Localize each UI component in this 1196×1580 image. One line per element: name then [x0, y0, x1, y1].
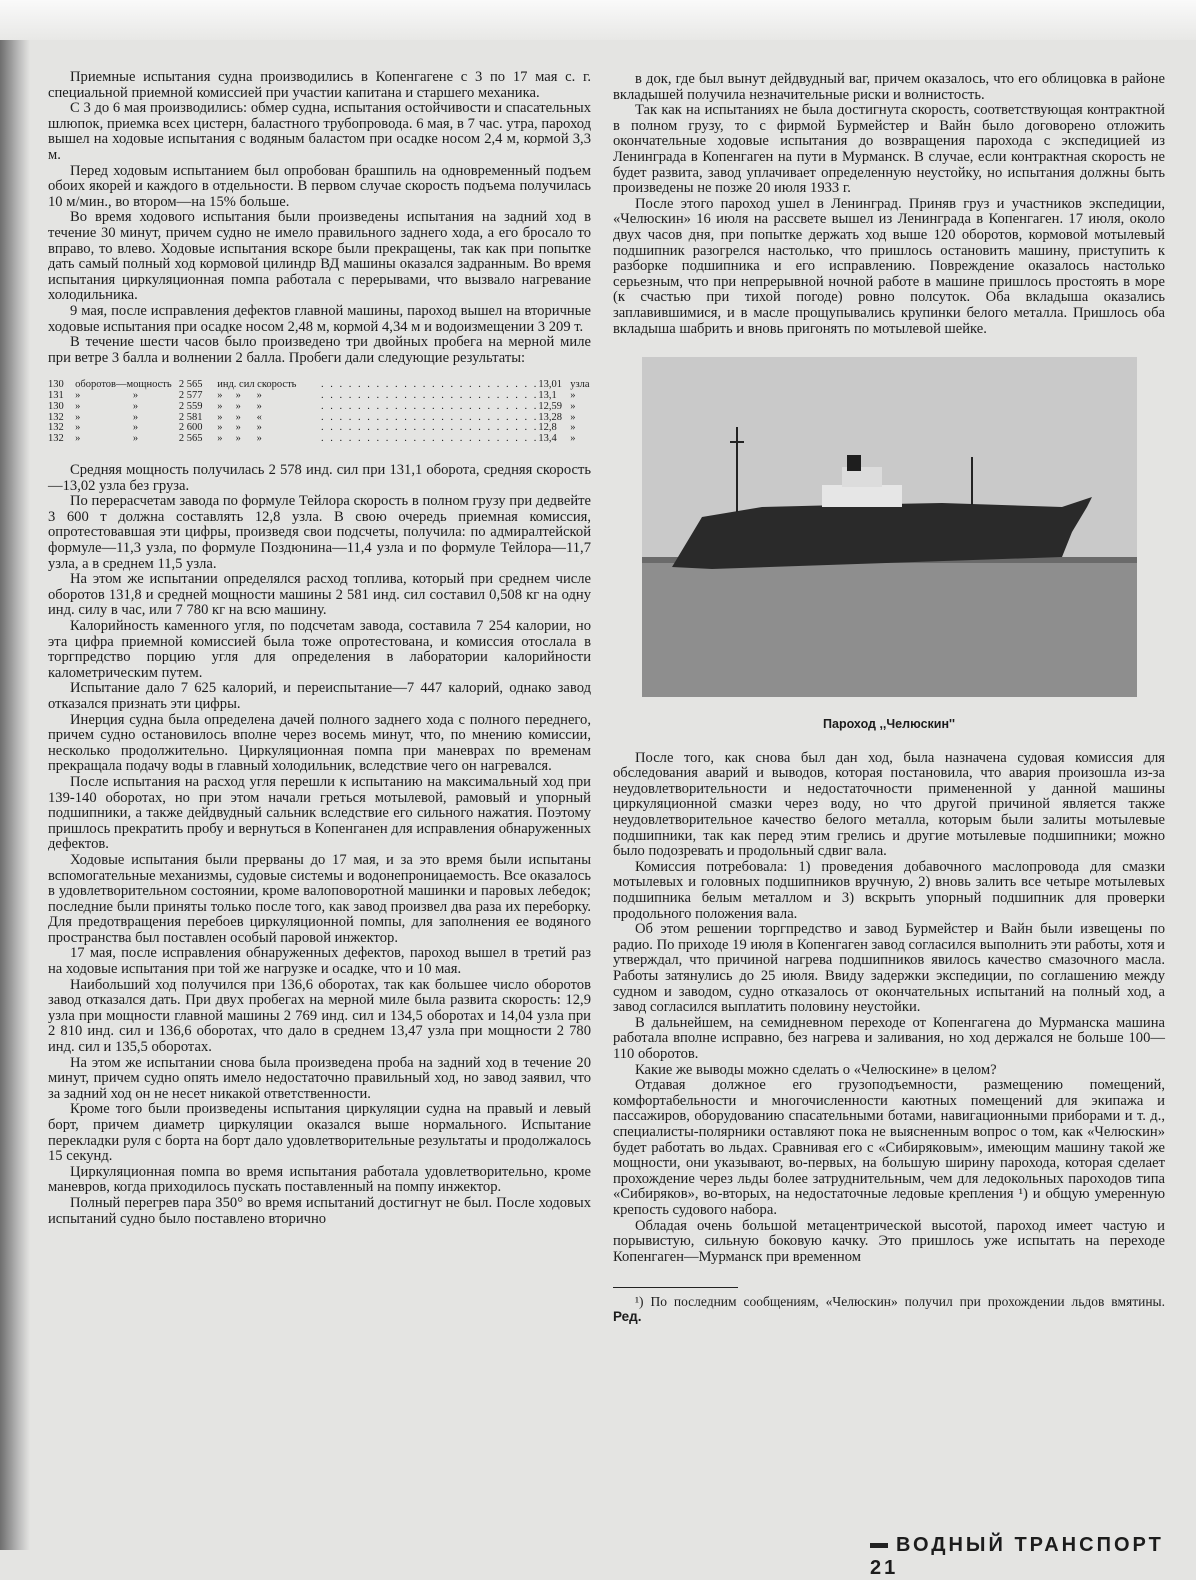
cell-speed: 12,59: [538, 400, 562, 412]
paragraph: На этом же испытании снова была произведена проба на задний ход в течение 20 минут, причем судно опять имело недостаточно правильный ход, но завод заявил, что за задний ход он не несет никакой ответственности.: [48, 1054, 591, 1102]
leader-dots: . . . . . . . . . . . . . . . . . . . . . . . .: [320, 400, 539, 412]
cell-power-unit: инд. сил скорость: [217, 379, 297, 391]
cell-rpm-unit: » »: [75, 411, 139, 423]
paragraph: В дальнейшем, на семидневном переходе от Копенгагена до Мурманска машина работала вполне исправно, без нагрева и заливания, но ход держался не больше 100—110 оборотов.: [613, 1014, 1165, 1062]
leader-dots: . . . . . . . . . . . . . . . . . . . . . . . .: [320, 379, 539, 391]
cell-rpm-unit: » »: [75, 400, 139, 412]
cell-speed: 13,28: [538, 411, 562, 423]
paragraph: Комиссия потребовала: 1) проведения добавочного маслопровода для смазки мотылевых и головных подшипников вручную, 2) вновь залить все четыре мотылевых подшипника белым металлом и 3) вскрыть упорный подшипник для проверки продольного положения вала.: [613, 858, 1165, 922]
cell-speed-unit: »: [570, 400, 576, 412]
paragraph: На этом же испытании определялся расход топлива, который при среднем числе оборотов 131,8 и средней мощности машины 2 581 инд. сил составил 0,508 кг на одну инд. силу в час, или 7 780 кг на всю машину.: [48, 571, 591, 619]
cell-rpm: 130: [48, 379, 64, 391]
paragraph: После этого пароход ушел в Ленинград. Приняв груз и участников экспедиции, «Челюскин» 16 июля на рассвете вышел из Ленинграда в Копенгаген. 17 июля, около двух часов дня, при попытке держать ход выше 120 оборотов, кормовой мотылевый подшипник разогрелся настолько, что пришлось остановить машину, приступить к разборке подшипника и его исправлению. Повреждение оказалось настолько серьезным, что при непрерывной ночной работе в машине пришлось простоять в море (к счастью при тихой погоде) ровно полсуток. Оба вкладыша оказались заплавившимися, и в масле прощупывались крупинки белого металла. Пришлось оба вкладыша шабрить и вновь пригонять по мотылевой шейке.: [613, 195, 1165, 337]
paragraph: Так как на испытаниях не была достигнута скорость, соответствующая контрактной в полном грузу, то с фирмой Бурмейстер и Вайн было договорено отложить окончательные ходовые испытания до возвращения парохода с экспедицией из Ленинграда в Копенгаген на пути в Мурманск. В случае, если контрактная скорость не будет развита, завод уплачивает определенную неустойку, но испытания должны быть произведены не позже 20 июля 1933 г.: [613, 102, 1165, 197]
paragraphs-after-table: [48, 463, 591, 1227]
paragraph: После того, как снова был дан ход, была назначена судовая комиссия для обследования аварий и выводов, которая постановила, что авария произошла из-за неудовлетворительности и недостаточности примененной у данной машины циркуляционной смазки через воду, но что другой причиной является также неудовлетворительное качество белого металла, которым были залиты мотылевые подшипники, так как перед этим грелись и другие мотылевые подшипники; можно было подозревать и продольный сдвиг вала.: [613, 749, 1165, 860]
paragraph: Отдавая должное его грузоподъемности, размещению помещений, комфортабельности и многочисленности каютных помещений для экипажа и пассажиров, оборудованию спасательными ботами, навигационными приборами и т. д., специалисты-полярники оставляют пока не выясненным вопрос о том, как «Челюскин» будет работать во льдах. Сравнивая его с «Сибиряковым», имеющим машину такой же мощности, они указывают, во-первых, на большую ширину парохода, которая сделает прохождение через льды более затруднительным, чем для ледокольных пароходов типа «Сибиряков», во-вторых, на недостаточные ледовые крепления ¹) и общую умеренную крепость судового набора.: [613, 1077, 1165, 1218]
cell-power: 2 559: [178, 400, 203, 412]
paragraph: Полный перегрев пара 350° во время испытаний достигнут не был. После ходовых испытаний судно было поставлено вторично: [48, 1194, 591, 1227]
cell-rpm: 130: [48, 400, 64, 412]
cell-rpm: 132: [48, 422, 64, 434]
cell-power-unit: » » »: [217, 422, 262, 434]
photo-caption: Пароход ,,Челюскин'': [823, 717, 955, 732]
leader-dots: . . . . . . . . . . . . . . . . . . . . . . . .: [320, 422, 539, 434]
paragraph: Наибольший ход получился при 136,6 оборотах, так как большее число оборотов завод отказался дать. При двух пробегах на мерной миле была развита скорость: 12,9 узла при мощности главной машины 2 769 инд. сил и 134,5 оборотах и 14,04 узла при 2 810 инд. сил и 136,6 оборотах, что дало в среднем 13,47 узла при мощности 2 780 инд. сил и 135,5 оборотах.: [48, 976, 591, 1056]
cell-speed-unit: »: [570, 433, 576, 445]
paragraph: Приемные испытания судна производились в Копенгагене с 3 по 17 мая с. г. специальной приемной комиссией при участии капитана и старшего механика.: [48, 69, 591, 101]
right-column: [613, 72, 1165, 1324]
paragraph: Какие же выводы можно сделать о «Челюскине» в целом?: [635, 1061, 997, 1078]
paragraph: Циркуляционная помпа во время испытания работала удовлетворительно, кроме маневров, когда приходилось пускать поставленный на помпу инжектор.: [48, 1163, 591, 1196]
cell-speed: 13,4: [538, 433, 557, 445]
paragraph: 9 мая, после исправления дефектов главной машины, пароход вышел на вторичные ходовые испытания при осадке носом 2,48 м, кормой 4,34 м и водоизмещении 3 209 т.: [48, 302, 591, 335]
journal-title: ВОДНЫЙ ТРАНСПОРТ: [896, 1534, 1164, 1556]
page-number: 21: [870, 1557, 899, 1579]
paragraphs-before-photo: [613, 72, 1165, 337]
cell-rpm-unit: оборотов—мощность: [75, 379, 172, 391]
cell-speed: 13,01: [538, 379, 562, 391]
cell-speed-unit: узла: [570, 379, 590, 391]
cell-speed-unit: »: [570, 390, 576, 402]
paragraph: Инерция судна была определена дачей полного заднего хода с полного переднего, причем судно остановилось вполне через восемь минут, что, по мнению комиссии, несколько продолжительно. Циркуляционная помпа при маневрах по временам прекращала подачу воды в главный холодильник, вследствие чего он нагревался.: [48, 711, 591, 775]
paragraph: Калорийность каменного угля, по подсчетам завода, составила 7 254 калории, но эта цифра приемной комиссией была тоже опротестована, и комиссия отослала в торгпредство порцию угля для определения в лаборатории калорийности калометрическим путем.: [48, 618, 591, 681]
cell-power: 2 577: [178, 390, 203, 402]
leader-dots: . . . . . . . . . . . . . . . . . . . . . . . .: [320, 411, 539, 423]
paragraph: С 3 до 6 мая производились: обмер судна, испытания остойчивости и спасательных шлюпок, приемка всех цистерн, баластного трубопровода. 6 мая, в 7 час. утра, пароход вышел на ходовые испытания с водяным баластом при осадке носом 2,4 м, кормой 3,3 м.: [48, 100, 591, 163]
leader-dots: . . . . . . . . . . . . . . . . . . . . . . . .: [320, 390, 539, 402]
scan-top-margin: [0, 0, 1196, 40]
left-column: [48, 70, 591, 1227]
cell-speed: 12,8: [538, 422, 557, 434]
paragraph: В течение шести часов было произведено три двойных пробега на мерной миле при ветре 3 балла и волнении 2 балла. Пробеги дали следующие результаты:: [48, 334, 591, 366]
cell-rpm-unit: » »: [75, 422, 139, 434]
cell-speed-unit: »: [570, 411, 576, 423]
cell-power-unit: » » »: [217, 433, 262, 445]
paragraph: По перерасчетам завода по формуле Тейлора скорость в полном грузу при дедвейте 3 600 т должна составлять 12,8 узла. В свою очередь приемная комиссия, опротестовавшая эти цифры, произведя свои подсчеты, получила: по адмиралтейской формуле—11,3 узла, по формуле Поздюнина—11,4 узла и по формуле Тейлора—11,7 узла, а в среднем 11,5 узла.: [48, 493, 591, 572]
paragraph: Перед ходовым испытанием был опробован брашпиль на одновременный подъем обоих якорей и каждого в отдельности. В первом случае скорость подъема получилась 10 м/мин., во втором—на 15% больше.: [48, 162, 591, 210]
paragraph: Испытание дало 7 625 калорий, и переиспытание—7 447 калорий, однако завод отказался признать эти цифры.: [48, 680, 591, 712]
steamship-chelyuskin-image: [642, 357, 1137, 697]
cell-rpm-unit: » »: [75, 433, 139, 445]
paragraph: в док, где был вынут дейдвудный ваг, причем оказалось, что его облицовка в районе вкладышей получила незначительные риски и волнистость.: [613, 71, 1165, 103]
cell-speed-unit: »: [570, 422, 576, 434]
cell-power: 2 565: [178, 379, 203, 391]
cell-rpm: 131: [48, 390, 64, 402]
cell-power: 2 565: [178, 433, 203, 445]
trial-runs-table: [48, 380, 591, 445]
scan-binding-shadow: [0, 40, 30, 1550]
cell-power: 2 581: [178, 411, 203, 423]
cell-power-unit: » » »: [217, 400, 262, 412]
ship-photo: [642, 357, 1137, 697]
cell-rpm: 132: [48, 433, 64, 445]
footnote-editor-mark: Ред.: [613, 1309, 642, 1325]
paragraphs-before-table: [48, 70, 591, 366]
paragraph: Кроме того были произведены испытания циркуляции судна на правый и левый борт, причем диаметр циркуляции оказался выше нормального. Испытание перекладки руля с борта на борт дало удовлетворительные результаты и продолжалось 15 секунд.: [48, 1101, 591, 1165]
leader-dots: . . . . . . . . . . . . . . . . . . . . . . . .: [320, 433, 539, 445]
footer-rule: [870, 1543, 888, 1548]
cell-rpm-unit: » »: [75, 390, 139, 402]
paragraphs-after-photo: [613, 751, 1165, 1266]
cell-power: 2 600: [178, 422, 203, 434]
table-row: [48, 434, 591, 445]
paragraph: После испытания на расход угля перешли к испытанию на максимальный ход при 139-140 оборотах, но при этом начали греться мотылевой, рамовый и упорный подшипники, а также дейдвудный сальник вследствие его сильного нажатия. Поэтому пришлось прекратить пробу и вернуться в Копенганен для исправления обнаруженных дефектов.: [48, 773, 591, 853]
footnote-text: ¹) По последним сообщениям, «Челюскин» получил при прохождении льдов вмятины.: [635, 1294, 1165, 1310]
cell-speed: 13,1: [538, 390, 557, 402]
paragraph: Средняя мощность получилась 2 578 инд. сил при 131,1 оборота, средняя скорость—13,02 узла без груза.: [48, 462, 591, 494]
paragraph: Ходовые испытания были прерваны до 17 мая, и за это время были испытаны вспомогательные механизмы, судовые системы и водонепроницаемость. Все оказалось в удовлетворительном состоянии, кроме валоповоротной машинки и паровых лебедок; последние были приняты только после того, как завод произвел два раза их переборку. Для предотвращения перебоев циркуляционной помпы, для заполнения ее водяного пространства был поставлен особый паровой инжектор.: [48, 851, 591, 946]
page-footer: [870, 1534, 1196, 1580]
cell-power-unit: » » «: [217, 411, 262, 423]
paragraph: Во время ходового испытания были произведены испытания на задний ход в течение 30 минут, причем судно не имело правильного заднего хода, а его бросало то вправо, то влево. Ходовые испытания вскоре были прекращены, так как при попытке дать самый полный ход кормовой цилиндр ВД машины оказался задранным. Во время испытания циркуляционная помпа работала с перерывами, что вызвало нагревание холодильника.: [48, 209, 591, 304]
paragraph: 17 мая, после исправления обнаруженных дефектов, пароход вышел в третий раз на ходовые испытания при той же нагрузке и осадке, что и 10 мая.: [48, 945, 591, 978]
footnote-divider: [613, 1287, 738, 1288]
cell-power-unit: » » »: [217, 390, 262, 402]
cell-rpm: 132: [48, 411, 64, 423]
paragraph: Обладая очень большой метацентрической высотой, пароход имеет частую и порывистую, сильную боковую качку. Это пришлось уже испытать на переходе Копенгаген—Мурманск при временном: [613, 1217, 1165, 1265]
footnote: [613, 1294, 1165, 1324]
paragraph: Об этом решении торгпредство и завод Бурмейстер и Вайн были извещены по радио. По приходе 19 июля в Копенгаген завод согласился выполнить эти работы, хотя и утверждал, что причиной нагрева подшипников явилось качество смазочного масла. Работы затянулись до 25 июля. Ввиду задержки экспедиции, по соглашению между судном и заводом, судно отказалось от окончательных испытаний на полный ход, а завод согласился выплатить половину неустойки.: [613, 921, 1165, 1016]
